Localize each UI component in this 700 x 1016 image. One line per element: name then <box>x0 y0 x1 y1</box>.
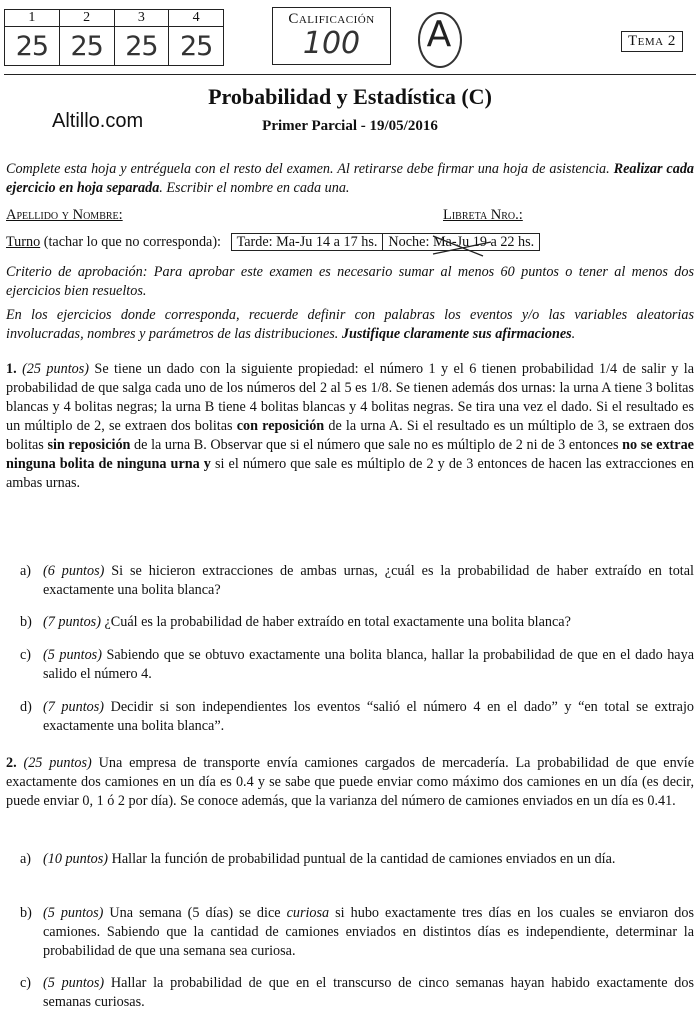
score-value: 25 <box>5 27 60 66</box>
turno-option-tarde[interactable]: Tarde: Ma-Ju 14 a 17 hs. <box>231 233 384 251</box>
score-header: 1 <box>5 10 60 27</box>
exercise-2 <box>6 754 694 811</box>
item-points: (5 puntos) <box>43 905 104 921</box>
score-value: 25 <box>59 27 114 66</box>
calificacion-value: 100 <box>302 26 361 61</box>
exercise-1-item-b <box>20 613 694 632</box>
item-points: (7 puntos) <box>43 614 101 630</box>
name-label: Apellido y Nombre: <box>6 207 123 223</box>
item-text: Decidir si son independientes los eventos “salió el número 4 en el dado” y “en total se extrajo exactamente una bolita blanca”. <box>43 699 694 734</box>
item-label: c) <box>20 647 32 663</box>
criterio-paragraph: Criterio de aprobación: Para aprobar este examen es necesario sumar al menos 60 puntos o tener al menos dos ejercicios bien resueltos. <box>6 264 694 299</box>
score-header: 4 <box>169 10 224 27</box>
exercise-2-points: (25 puntos) <box>23 755 92 771</box>
exercise-1 <box>6 360 694 493</box>
exercise-1-bold-3: no se extrae ninguna bolita de ninguna urna y <box>6 437 694 472</box>
exercise-1-text-2: de la urna A. Si el resultado es un múltiplo de 3, se extraen dos bolitas <box>6 418 695 453</box>
exercise-1-bold-1: con reposición <box>236 418 325 434</box>
item-points: (5 puntos) <box>43 647 102 663</box>
exercise-2-number: 2. <box>6 755 17 771</box>
item-label: c) <box>20 975 32 991</box>
score-table <box>4 9 224 66</box>
intro-text: Complete esta hoja y entréguela con el resto del examen. Al retirarse debe firmar una hoja de asistencia. <box>6 161 610 177</box>
score-value: 25 <box>114 27 169 66</box>
item-label: b) <box>20 905 32 921</box>
turno-option-noche-text: Noche: Ma-Ju 19 a 22 hs. <box>388 234 535 250</box>
exercise-1-item-c <box>20 646 694 684</box>
page-title: Probabilidad y Estadística (C) <box>208 84 492 109</box>
item-text-pre: Una semana (5 días) se dice <box>103 905 287 921</box>
exercise-1-text-4: si el número que sale es múltiplo de 2 y de 3 entonces de hacen las extracciones en ambas urnas. <box>6 456 694 491</box>
score-value: 25 <box>169 27 224 66</box>
score-header: 2 <box>59 10 114 27</box>
item-text: Hallar la función de probabilidad puntual de la cantidad de camiones enviados en un día. <box>108 851 616 867</box>
exercise-1-item-d <box>20 698 694 736</box>
turno-hint: (tachar lo que no corresponda): <box>43 234 222 250</box>
item-text-em: curiosa <box>286 905 330 921</box>
turno-option-noche[interactable] <box>383 233 540 251</box>
item-points: (5 puntos) <box>43 975 105 991</box>
instrucciones-bold: Justifique claramente sus afirmaciones <box>341 326 572 342</box>
item-points: (6 puntos) <box>43 563 105 579</box>
turno-row <box>6 234 540 251</box>
calificacion-label: Calificación <box>288 11 375 27</box>
item-points: (7 puntos) <box>43 699 104 715</box>
exercise-2-item-b <box>20 904 694 961</box>
item-label: a) <box>20 563 32 579</box>
item-label: d) <box>20 699 32 715</box>
exercise-1-bold-2: sin reposición <box>47 437 131 453</box>
watermark: Altillo.com <box>52 110 144 132</box>
item-text: ¿Cuál es la probabilidad de haber extraído en total exactamente una bolita blanca? <box>100 614 571 630</box>
exercise-2-text: Una empresa de transporte envía camiones cargados de mercadería. La probabilidad de que envíe exactamente dos camiones en un día es 0.4 y se sabe que puede enviar como máximo dos camiones en un día (es decir, puede enviar 0, 1 ó 2 por día). Se conoce además, que la varianza del número de camiones enviados en un día es 0.41. <box>6 755 695 809</box>
exercise-1-text-3: de la urna B. Observar que si el número que sale no es múltiplo de 2 ni de 3 entonces <box>130 437 623 453</box>
item-label: a) <box>20 851 32 867</box>
page-subtitle: Primer Parcial - 19/05/2016 <box>262 118 438 134</box>
intro-bold: Realizar cada ejercicio en hoja separada <box>6 161 695 196</box>
item-text: si hubo exactamente tres días en los cuales se enviaron dos camiones. Sabiendo que la cantidad de camiones enviados en distintos días es independiente, determinar la probabilidad de que una semana sea curiosa. <box>43 905 694 959</box>
calificacion-box <box>272 7 391 65</box>
exercise-1-points: (25 puntos) <box>22 361 89 377</box>
tema-box: Tema 2 <box>621 31 683 52</box>
exercise-2-item-c <box>20 974 694 1012</box>
item-text: Hallar la probabilidad de que en el transcurso de cinco semanas hayan habido exactamente dos semanas curiosas. <box>43 975 694 1010</box>
grade-letter: A <box>426 14 452 55</box>
exercise-1-text: Se tiene un dado con la siguiente propiedad: el número 1 y el 6 tienen probabilidad 1/4 de salir y la probabilidad de que salga cada uno de los números del 2 al 5 es 1/8. Se tienen además dos urnas: la urna A tiene 3 bolitas blancas y 4 bolitas negras; la urna B tiene 4 bolitas blancas y 4 bolitas negras. Se tira una vez el dado. Si el resultado es un múltiplo de 2, se extraen dos bolitas <box>6 361 695 434</box>
item-label: b) <box>20 614 32 630</box>
strike-mark <box>383 234 539 250</box>
libreta-label <box>443 207 523 224</box>
exercise-1-item-a <box>20 562 694 600</box>
turno-label: Turno <box>6 234 41 250</box>
header-divider <box>4 74 696 75</box>
item-text: Sabiendo que se obtuvo exactamente una bolita blanca, hallar la probabilidad de que en el dado haya salido el número 4. <box>43 647 694 682</box>
intro-text-end: . Escribir el nombre en cada una. <box>159 180 350 196</box>
instrucciones-paragraph: En los ejercicios donde corresponda, recuerde definir con palabras los eventos y/o las variables aleatorias involucradas, nombres y parámetros de las distribuciones. Justifique claramente sus afirmaciones. <box>6 307 694 342</box>
item-points: (10 puntos) <box>43 851 109 867</box>
score-header: 3 <box>114 10 169 27</box>
item-text: Si se hicieron extracciones de ambas urnas, ¿cuál es la probabilidad de haber extraído en total exactamente una bolita blanca? <box>43 563 694 598</box>
exercise-1-number: 1. <box>6 361 17 377</box>
libreta-text: Libreta Nro.: <box>443 207 523 223</box>
instrucciones-text: En los ejercicios donde corresponda, recuerde definir con palabras los eventos y/o las variables aleatorias involucradas, nombres y parámetros de las distribuciones. <box>6 307 694 342</box>
intro-paragraph <box>6 160 694 198</box>
exercise-2-item-a <box>20 850 694 869</box>
